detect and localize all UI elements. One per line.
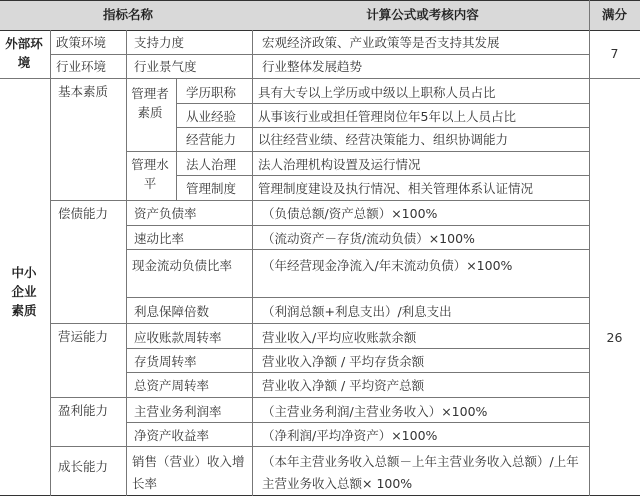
header-bottom-border <box>0 30 640 31</box>
growth-row-1-name: 销售（营业）收入增长率 <box>132 454 245 491</box>
growth-row-1-content: （本年主营业务收入总额－上年主营业务收入总额）/上年主营业务收入总额× 100% <box>262 454 579 491</box>
basic-quality-label: 基本素质 <box>58 84 109 99</box>
group-growth-label: 成长能力 <box>58 459 109 474</box>
basic-row-1-content: 具有大专以上学历或中级以上职称人员占比 <box>258 85 496 100</box>
column-divider <box>589 0 590 496</box>
column-divider <box>126 30 127 78</box>
ext-row-2-content: 行业整体发展趋势 <box>262 59 363 74</box>
header-indicator-name: 指标名称 <box>102 7 153 22</box>
category-external: 外部环境 <box>5 36 43 70</box>
table-top-border <box>0 0 640 1</box>
row-divider <box>176 175 589 176</box>
operating-row-2-content: 营业收入净额 / 平均存货余额 <box>262 354 425 369</box>
basic-row-3-content: 以往经营业绩、经营决策能力、组织协调能力 <box>258 132 509 147</box>
solvency-row-2-content: （流动资产－存货/流动负债）×100% <box>262 231 475 246</box>
profitability-row-1-name: 主营业务利润率 <box>134 404 222 419</box>
basic-row-5-content: 管理制度建设及执行情况、相关管理体系认证情况 <box>258 181 534 196</box>
solvency-row-2-name: 速动比率 <box>134 231 185 246</box>
row-divider <box>126 372 589 373</box>
group-divider <box>50 200 589 201</box>
operating-row-3-content: 营业收入净额 / 平均资产总额 <box>262 378 425 393</box>
row-divider <box>126 225 589 226</box>
ext-row-1-content: 宏观经济政策、产业政策等是否支持其发展 <box>262 35 500 50</box>
management-level-label: 管理水平 <box>131 157 169 191</box>
basic-row-4-content: 法人治理机构设置及运行情况 <box>258 157 421 172</box>
row-divider <box>176 103 589 104</box>
category-sme: 中小企业素质 <box>11 265 37 318</box>
column-divider <box>252 30 253 496</box>
group-profitability-label: 盈利能力 <box>58 403 109 418</box>
profitability-row-2-name: 净资产收益率 <box>134 428 210 443</box>
section-divider <box>0 78 640 79</box>
solvency-row-4-content: （利润总额+利息支出）/利息支出 <box>262 304 452 319</box>
management-quality-label: 管理者素质 <box>131 86 169 120</box>
operating-row-1-content: 营业收入/平均应收账款余额 <box>262 330 417 345</box>
profitability-row-1-content: （主营业务利润/主营业务收入）×100% <box>262 404 488 419</box>
row-divider <box>126 151 589 152</box>
group-divider <box>50 446 589 447</box>
basic-row-2-name: 从业经验 <box>186 109 237 124</box>
header-formula: 计算公式或考核内容 <box>366 7 479 22</box>
solvency-row-1-name: 资产负债率 <box>134 206 197 221</box>
operating-row-1-name: 应收账款周转率 <box>134 330 222 345</box>
row-divider <box>50 54 589 55</box>
basic-row-5-name: 管理制度 <box>186 181 237 196</box>
solvency-row-3-name: 现金流动负债比率 <box>132 258 233 273</box>
sme-score: 26 <box>606 330 623 345</box>
column-divider <box>126 78 127 496</box>
group-operating-label: 营运能力 <box>58 329 109 344</box>
basic-row-1-name: 学历职称 <box>186 85 237 100</box>
group-divider <box>50 397 589 398</box>
solvency-row-4-name: 利息保障倍数 <box>134 304 210 319</box>
ext-score: 7 <box>610 46 619 61</box>
operating-row-3-name: 总资产周转率 <box>134 378 210 393</box>
column-divider <box>176 78 177 200</box>
solvency-row-3-content: （年经营现金净流入/年末流动负债）×100% <box>262 258 513 273</box>
ext-row-1-item: 支持力度 <box>134 35 185 50</box>
ext-row-2-item: 行业景气度 <box>134 59 197 74</box>
header-full-score: 满分 <box>601 7 627 22</box>
ext-row-2-name: 行业环境 <box>56 59 107 74</box>
basic-row-3-name: 经营能力 <box>186 132 237 147</box>
basic-row-4-name: 法人治理 <box>186 157 237 172</box>
table-bottom-border <box>0 495 640 496</box>
group-divider <box>50 323 589 324</box>
row-divider <box>126 297 589 298</box>
profitability-row-2-content: （净利润/平均净资产）×100% <box>262 428 438 443</box>
row-divider <box>126 348 589 349</box>
row-divider <box>176 127 589 128</box>
ext-row-1-name: 政策环境 <box>56 35 107 50</box>
basic-row-2-content: 从事该行业或担任管理岗位年5年以上人员占比 <box>258 109 516 124</box>
operating-row-2-name: 存货周转率 <box>134 354 197 369</box>
column-divider <box>50 30 51 496</box>
group-solvency-label: 偿债能力 <box>58 206 109 221</box>
solvency-row-1-content: （负债总额/资产总额）×100% <box>262 206 438 221</box>
row-divider <box>126 422 589 423</box>
row-divider <box>126 249 589 250</box>
